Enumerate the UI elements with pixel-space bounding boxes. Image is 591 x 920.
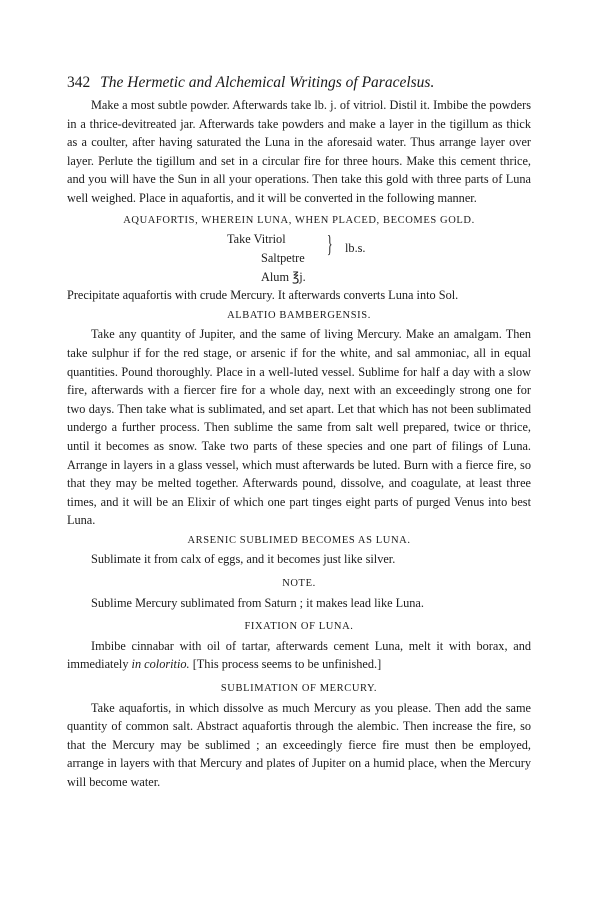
running-header [67, 74, 537, 92]
recipe-unit: lb.s. [345, 241, 366, 256]
paragraph-calx: Sublimate it from calx of eggs, and it becomes just like silver. [91, 552, 396, 567]
page-number: 342 [67, 74, 91, 91]
running-title: The Hermetic and Alchemical Writings of Paracelsus. [100, 74, 435, 91]
cinnabar-text: Imbibe cinnabar with oil of tartar, afterwards cement Luna, melt it with borax, and immediately [67, 638, 531, 672]
recipe-line-vitriol: Take Vitriol [227, 232, 286, 247]
page-body [67, 96, 531, 792]
cinnabar-note: [This process seems to be unfinished.] [189, 657, 382, 672]
paragraph-aquafortis-mercury: Take aquafortis, in which dissolve as much Mercury as you please. Then add the same quantity of common salt. Abstract aquafortis through the alembic. Then increase the fire, so that the Mercury may be sublimed ; an exceedingly fierce fire must then be employed, arrange in layers with that Mercury and plates of Jupiter on a humid place, when the Mercury will become water. [67, 700, 531, 789]
recipe-line-alum: Alum ℥j. [261, 270, 306, 285]
heading-note: NOTE. [282, 578, 316, 590]
paragraph-cinnabar [67, 637, 531, 674]
recipe-block [67, 230, 531, 286]
paragraph-saturn: Sublime Mercury sublimated from Saturn ; it makes lead like Luna. [91, 595, 424, 610]
paragraph-precipitate: Precipitate aquafortis with crude Mercury. It afterwards converts Luna into Sol. [67, 288, 459, 303]
heading-arsenic: ARSENIC SUBLIMED BECOMES AS LUNA. [187, 534, 411, 546]
heading-sublimation: SUBLIMATION OF MERCURY. [220, 683, 378, 695]
heading-albatio: ALBATIO BAMBERGENSIS. [227, 309, 371, 321]
paragraph-jupiter: Take any quantity of Jupiter, and the same of living Mercury. Make an amalgam. Then take sulphur if for the red stage, or arsenic if for the white, and sal ammoniac, all in equal quantities. Pound thoroughly. Place in a well-luted vessel. Sublime for half a day with a slow fire, afterwards with a fiercer fire for a whole day, next with an exceedingly strong one for two days. Then take what is sublimated, and set apart. Let that which has not been sublimated undergo a further process. Then sublime the same from salt well prepared, twice or thrice, until it becomes as snow. Take two parts of these species and one part of filings of Luna. Arrange in layers in a glass vessel, which must afterwards be luted. Burn with a fierce fire, so that they may be melted together. Afterwards pound, dissolve, and coagulate, at least three times, and it will be an Elixir of which one part tinges eight parts of purged Venus into best Luna. [67, 327, 531, 528]
paragraph-powder: Make a most subtle powder. Afterwards take lb. j. of vitriol. Distil it. Imbibe the powders in a thrice-devitreated jar. Afterwards take powders and make a layer in the tigillum as thick as a coulter, after having saturated the Luna in the aforesaid water. Thus arrange layer over layer. Perlute the tigillum and set in a circular fire for three hours. Make this cement thrice, and you will have the Sun in all your operations. Then take this gold with three parts of Luna well weighed. Place in aquafortis, and it will be converted in the following manner. [67, 98, 531, 205]
heading-aquafortis: AQUAFORTIS, WHEREIN LUNA, WHEN PLACED, BECOMES GOLD. [123, 214, 475, 226]
heading-fixation: FIXATION OF LUNA. [244, 621, 354, 633]
cinnabar-italic: in coloritio. [131, 657, 190, 672]
brace-icon: } [326, 232, 333, 259]
recipe-line-saltpetre: Saltpetre [261, 251, 305, 266]
